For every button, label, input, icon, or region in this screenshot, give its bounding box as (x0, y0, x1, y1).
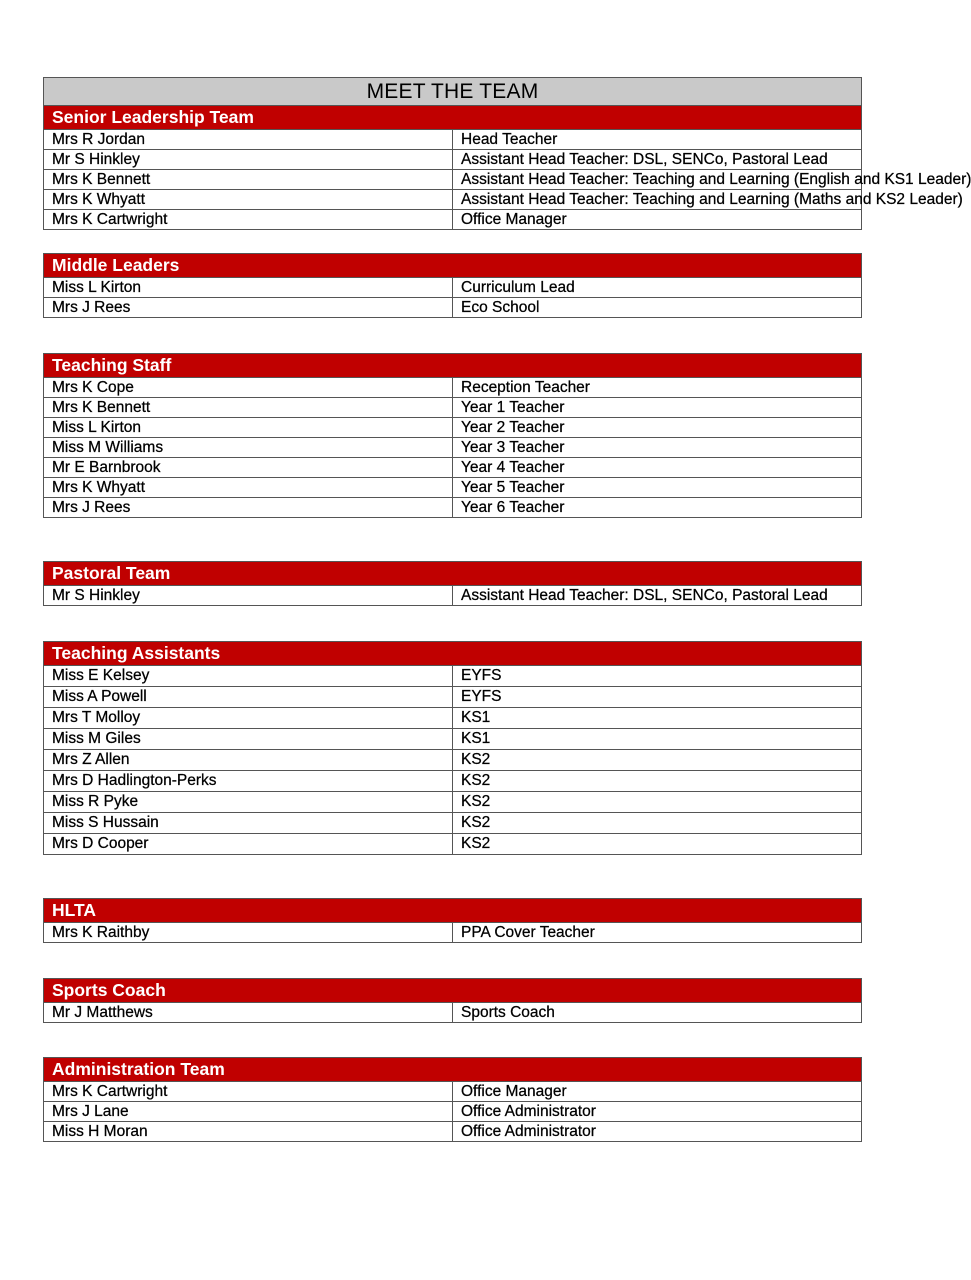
table-row (44, 298, 862, 318)
staff-role: Assistant Head Teacher: Teaching and Learning (Maths and KS2 Leader) (453, 190, 862, 210)
staff-name: Miss M Giles (44, 729, 453, 750)
staff-name: Mr J Matthews (44, 1003, 453, 1023)
staff-role: Assistant Head Teacher: DSL, SENCo, Pastoral Lead (453, 586, 862, 606)
staff-name: Miss M Williams (44, 438, 453, 458)
staff-name: Mr S Hinkley (44, 586, 453, 606)
section-sports-coach (43, 978, 862, 1023)
staff-role: Head Teacher (453, 130, 862, 150)
staff-role: Year 5 Teacher (453, 478, 862, 498)
staff-role: Year 4 Teacher (453, 458, 862, 478)
table-row (44, 923, 862, 943)
staff-name: Mrs K Bennett (44, 398, 453, 418)
staff-name: Miss S Hussain (44, 813, 453, 834)
staff-name: Mrs R Jordan (44, 130, 453, 150)
staff-role: EYFS (453, 666, 862, 687)
staff-name: Miss E Kelsey (44, 666, 453, 687)
page-title: MEET THE TEAM (43, 77, 862, 105)
table-row (44, 458, 862, 478)
staff-name: Mrs K Cartwright (44, 1082, 453, 1102)
section-heading: Senior Leadership Team (44, 106, 862, 130)
staff-role: Eco School (453, 298, 862, 318)
staff-role: Year 1 Teacher (453, 398, 862, 418)
staff-role: Reception Teacher (453, 378, 862, 398)
table-row (44, 210, 862, 230)
staff-role: Office Administrator (453, 1102, 862, 1122)
staff-table (43, 105, 971, 230)
staff-name: Mrs J Lane (44, 1102, 453, 1122)
table-row (44, 398, 862, 418)
table-row (44, 708, 862, 729)
section-heading: Sports Coach (44, 979, 862, 1003)
section-senior-leadership-team (43, 105, 971, 230)
section-heading: HLTA (44, 899, 862, 923)
staff-role: Year 3 Teacher (453, 438, 862, 458)
table-row (44, 190, 862, 210)
section-pastoral-team (43, 561, 862, 606)
staff-role: KS2 (453, 771, 862, 792)
staff-name: Miss A Powell (44, 687, 453, 708)
staff-table (43, 641, 862, 855)
staff-name: Mrs K Bennett (44, 170, 453, 190)
section-teaching-assistants (43, 641, 862, 855)
table-row (44, 586, 862, 606)
table-row (44, 729, 862, 750)
staff-name: Mrs T Molloy (44, 708, 453, 729)
section-middle-leaders (43, 253, 862, 318)
table-row (44, 278, 862, 298)
section-heading: Administration Team (44, 1058, 862, 1082)
staff-role: Year 6 Teacher (453, 498, 862, 518)
staff-name: Mrs K Cartwright (44, 210, 453, 230)
staff-table (43, 978, 862, 1023)
section-heading: Teaching Staff (44, 354, 862, 378)
staff-role: Sports Coach (453, 1003, 862, 1023)
staff-table (43, 898, 862, 943)
section-teaching-staff (43, 353, 862, 518)
staff-name: Miss R Pyke (44, 792, 453, 813)
table-row (44, 170, 862, 190)
staff-name: Mrs K Raithby (44, 923, 453, 943)
section-heading: Middle Leaders (44, 254, 862, 278)
staff-name: Miss L Kirton (44, 278, 453, 298)
staff-name: Mr S Hinkley (44, 150, 453, 170)
staff-name: Mr E Barnbrook (44, 458, 453, 478)
staff-table (43, 253, 862, 318)
staff-role: KS2 (453, 813, 862, 834)
table-row (44, 687, 862, 708)
staff-role: KS1 (453, 708, 862, 729)
staff-role: Assistant Head Teacher: Teaching and Learning (English and KS1 Leader) (453, 170, 862, 190)
table-row (44, 1082, 862, 1102)
staff-role: KS2 (453, 792, 862, 813)
staff-name: Mrs K Cope (44, 378, 453, 398)
staff-name: Mrs J Rees (44, 298, 453, 318)
table-row (44, 498, 862, 518)
staff-role: Assistant Head Teacher: DSL, SENCo, Pastoral Lead (453, 150, 862, 170)
staff-name: Mrs K Whyatt (44, 478, 453, 498)
staff-name: Miss L Kirton (44, 418, 453, 438)
staff-role: KS2 (453, 834, 862, 855)
staff-name: Mrs J Rees (44, 498, 453, 518)
section-heading: Pastoral Team (44, 562, 862, 586)
staff-role: PPA Cover Teacher (453, 923, 862, 943)
table-row (44, 1122, 862, 1142)
staff-role: Office Administrator (453, 1122, 862, 1142)
staff-name: Mrs D Hadlington-Perks (44, 771, 453, 792)
staff-name: Mrs D Cooper (44, 834, 453, 855)
table-row (44, 438, 862, 458)
staff-role: Office Manager (453, 1082, 862, 1102)
staff-table (43, 1057, 862, 1142)
table-row (44, 130, 862, 150)
table-row (44, 771, 862, 792)
table-row (44, 666, 862, 687)
table-row (44, 813, 862, 834)
table-row (44, 418, 862, 438)
staff-role: Year 2 Teacher (453, 418, 862, 438)
table-row (44, 834, 862, 855)
staff-role: Curriculum Lead (453, 278, 862, 298)
table-row (44, 1003, 862, 1023)
staff-name: Miss H Moran (44, 1122, 453, 1142)
section-administration-team (43, 1057, 862, 1142)
section-hlta (43, 898, 862, 943)
staff-role: KS1 (453, 729, 862, 750)
table-row (44, 378, 862, 398)
table-row (44, 1102, 862, 1122)
staff-name: Mrs Z Allen (44, 750, 453, 771)
table-row (44, 478, 862, 498)
staff-role: EYFS (453, 687, 862, 708)
staff-name: Mrs K Whyatt (44, 190, 453, 210)
staff-table (43, 561, 862, 606)
staff-role: KS2 (453, 750, 862, 771)
staff-table (43, 353, 862, 518)
table-row (44, 792, 862, 813)
table-row (44, 150, 862, 170)
staff-role: Office Manager (453, 210, 862, 230)
table-row (44, 750, 862, 771)
section-heading: Teaching Assistants (44, 642, 862, 666)
